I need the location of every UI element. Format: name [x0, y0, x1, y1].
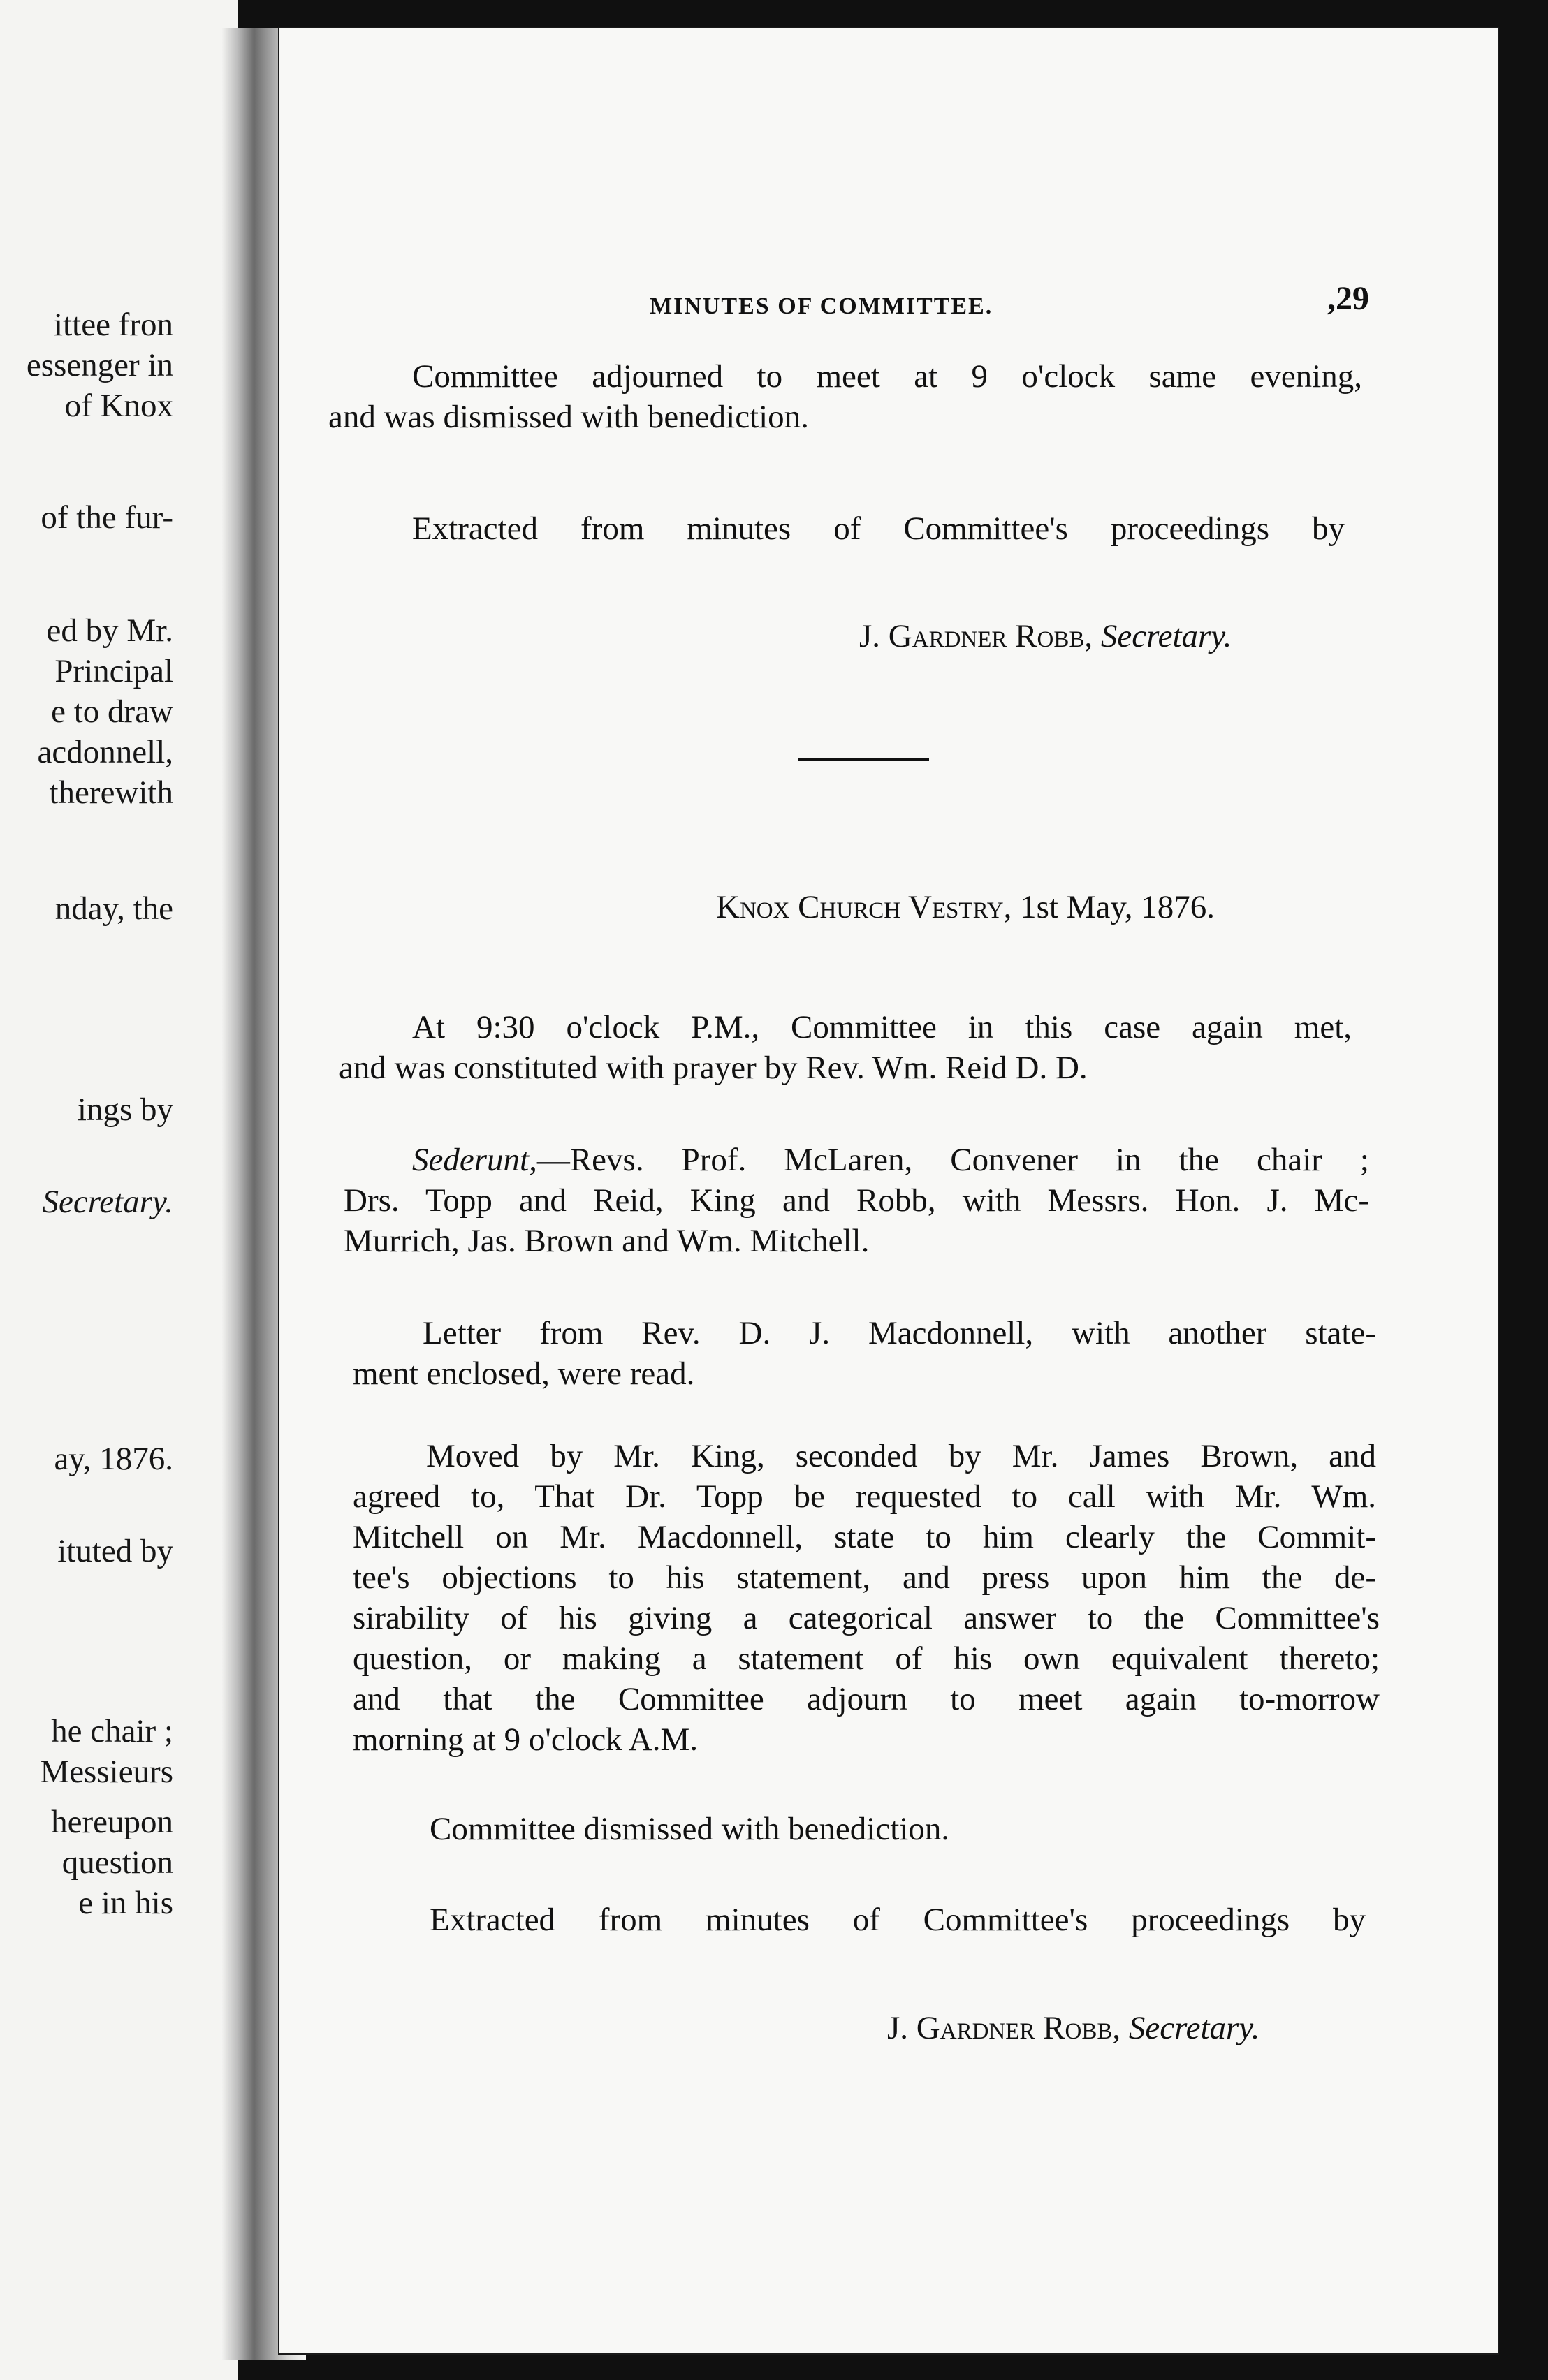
body-line: agreed to, That Dr. Topp be requested to call with Mr. Wm.	[353, 1478, 1376, 1515]
left-fragment: he chair ;	[51, 1713, 173, 1749]
left-fragment: of Knox	[64, 388, 173, 424]
left-fragment: hereupon	[51, 1804, 173, 1840]
heading-date: 1st May, 1876.	[1020, 889, 1215, 925]
heading-place: Knox Church Vestry,	[716, 889, 1012, 925]
extract-line: Extracted from minutes of Committee's proceedings by	[430, 1902, 1366, 1938]
left-fragment: ituted by	[57, 1533, 173, 1569]
sederunt-label: Sederunt,	[412, 1142, 537, 1178]
left-fragment: Messieurs	[40, 1754, 173, 1790]
sederunt-line	[412, 1140, 1369, 1180]
body-line: tee's objections to his statement, and press upon him the de-	[353, 1559, 1376, 1596]
left-fragment: e to draw	[51, 693, 173, 730]
body-line: Moved by Mr. King, seconded by Mr. James Brown, and	[426, 1438, 1376, 1474]
body-line: ment enclosed, were read.	[353, 1356, 695, 1392]
left-fragment: acdonnell,	[37, 734, 173, 770]
signature	[859, 616, 1232, 656]
body-line: question, or making a statement of his own equivalent thereto;	[353, 1640, 1380, 1677]
left-fragment: of the fur-	[41, 499, 173, 536]
body-line: Drs. Topp and Reid, King and Robb, with Messrs. Hon. J. Mc-	[344, 1182, 1369, 1219]
section-divider	[798, 758, 929, 761]
body-line: and that the Committee adjourn to meet again to-morrow	[353, 1681, 1380, 1717]
left-fragment: essenger in	[26, 347, 173, 383]
body-line: Committee dismissed with benediction.	[430, 1811, 950, 1847]
left-fragment: therewith	[49, 774, 173, 811]
body-line: morning at 9 o'clock A.M.	[353, 1721, 699, 1758]
left-fragment: Principal	[54, 653, 173, 689]
body-line: Letter from Rev. D. J. Macdonnell, with another state-	[423, 1315, 1376, 1351]
left-fragment: ay, 1876.	[54, 1441, 173, 1477]
body-line: and was constituted with prayer by Rev. Wm. Reid D. D.	[339, 1050, 1088, 1086]
body-line: Murrich, Jas. Brown and Wm. Mitchell.	[344, 1223, 870, 1259]
signature-name: J. Gardner Robb,	[859, 618, 1093, 654]
sederunt-text: —Revs. Prof. McLaren, Convener in the chair ;	[536, 1142, 1369, 1178]
left-fragment: question	[61, 1844, 173, 1881]
page-number: ,29	[1327, 280, 1369, 317]
main-page	[279, 28, 1498, 2353]
section-heading	[716, 887, 1215, 927]
body-line: and was dismissed with benediction.	[328, 399, 809, 435]
signature-name: J. Gardner Robb,	[887, 2010, 1121, 2046]
signature-title: Secretary.	[1100, 618, 1232, 654]
body-line: Committee adjourned to meet at 9 o'clock same evening,	[412, 358, 1362, 395]
left-fragment: nday, the	[54, 890, 173, 927]
signature	[887, 2008, 1259, 2048]
left-fragment: ings by	[77, 1092, 173, 1128]
body-line: At 9:30 o'clock P.M., Committee in this case again met,	[412, 1009, 1352, 1045]
left-fragment: e in his	[78, 1885, 173, 1921]
left-facing-page	[0, 0, 238, 2380]
left-fragment: Secretary.	[42, 1184, 173, 1220]
body-line: sirability of his giving a categorical answer to the Committee's	[353, 1600, 1380, 1636]
extract-line: Extracted from minutes of Committee's proceedings by	[412, 510, 1345, 547]
left-fragment: ed by Mr.	[46, 612, 173, 649]
running-head: MINUTES OF COMMITTEE.	[650, 293, 993, 319]
body-line: Mitchell on Mr. Macdonnell, state to him clearly the Commit-	[353, 1519, 1376, 1555]
signature-title: Secretary.	[1128, 2010, 1260, 2046]
left-fragment: ittee fron	[54, 307, 173, 343]
